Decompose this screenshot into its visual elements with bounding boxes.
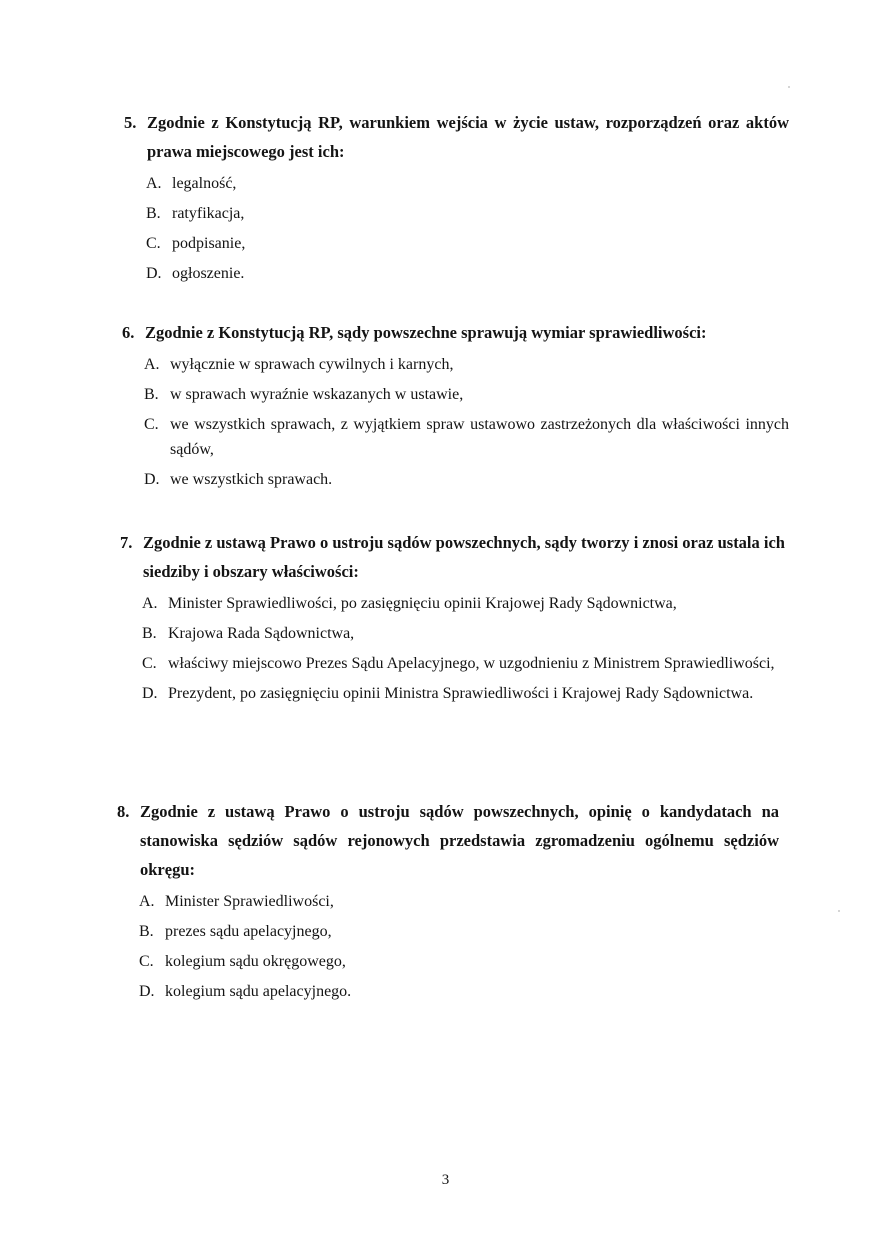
option-letter: A. <box>144 356 160 373</box>
option-letter: B. <box>139 923 154 940</box>
option-text: wyłącznie w sprawach cywilnych i karnych, <box>170 356 454 373</box>
question-text: Zgodnie z ustawą Prawo o ustroju sądów powszechnych, opinię o kandydatach na stanowiska sędziów sądów rejonowych przedstawia zgromadzeniu ogólnemu sędziów okręgu: <box>140 802 779 879</box>
answer-option <box>146 261 789 286</box>
question-number: 8. <box>117 802 130 821</box>
answer-option <box>139 919 779 944</box>
option-text: właściwy miejscowo Prezes Sądu Apelacyjnego, w uzgodnieniu z Ministrem Sprawiedliwości, <box>168 655 775 672</box>
scan-speck <box>788 86 790 88</box>
option-letter: A. <box>139 893 155 910</box>
answer-option <box>142 651 785 676</box>
answer-option <box>142 681 785 706</box>
option-letter: A. <box>146 175 162 192</box>
answer-option <box>139 979 779 1004</box>
answer-option <box>139 949 779 974</box>
option-text: kolegium sądu okręgowego, <box>165 953 346 970</box>
option-letter: C. <box>146 235 161 252</box>
option-letter: B. <box>144 386 159 403</box>
answer-option <box>139 889 779 914</box>
question-5 <box>124 108 789 291</box>
question-number: 6. <box>122 323 135 342</box>
option-text: kolegium sądu apelacyjnego. <box>165 983 352 1000</box>
option-text: Minister Sprawiedliwości, po zasięgnięciu opinii Krajowej Rady Sądownictwa, <box>168 595 677 612</box>
question-5-heading <box>124 108 789 166</box>
answer-option <box>144 467 789 492</box>
option-text: ogłoszenie. <box>172 265 245 282</box>
option-text: legalność, <box>172 175 237 192</box>
question-number: 7. <box>120 533 133 552</box>
answer-option <box>144 352 789 377</box>
answer-options <box>144 352 789 492</box>
scan-speck <box>838 910 840 912</box>
option-letter: C. <box>144 416 159 433</box>
option-letter: D. <box>144 471 160 488</box>
answer-option <box>146 201 789 226</box>
answer-option <box>144 382 789 407</box>
option-text: we wszystkich sprawach, z wyjątkiem spraw ustawowo zastrzeżonych dla właściwości innych sądów, <box>170 416 789 458</box>
question-text: Zgodnie z ustawą Prawo o ustroju sądów powszechnych, sądy tworzy i znosi oraz ustala ich siedziby i obszary właściwości: <box>143 533 785 581</box>
question-8-heading <box>117 797 779 884</box>
question-6 <box>122 318 789 497</box>
option-text: Minister Sprawiedliwości, <box>165 893 334 910</box>
option-text: ratyfikacja, <box>172 205 245 222</box>
option-letter: C. <box>142 655 157 672</box>
answer-option <box>144 412 789 462</box>
option-letter: D. <box>142 685 158 702</box>
option-letter: B. <box>142 625 157 642</box>
option-text: we wszystkich sprawach. <box>170 471 333 488</box>
question-7-heading <box>120 528 785 586</box>
option-letter: D. <box>139 983 155 1000</box>
question-number: 5. <box>124 113 137 132</box>
question-7 <box>120 528 785 711</box>
answer-options <box>142 591 785 706</box>
option-letter: D. <box>146 265 162 282</box>
question-text: Zgodnie z Konstytucją RP, sądy powszechne sprawują wymiar sprawiedliwości: <box>145 323 707 342</box>
answer-options <box>139 889 779 1004</box>
answer-options <box>146 171 789 286</box>
answer-option <box>146 171 789 196</box>
answer-option <box>142 621 785 646</box>
page-number: 3 <box>441 1172 450 1188</box>
option-text: podpisanie, <box>172 235 246 252</box>
question-6-heading <box>122 318 789 347</box>
option-letter: C. <box>139 953 154 970</box>
option-text: prezes sądu apelacyjnego, <box>165 923 332 940</box>
question-text: Zgodnie z Konstytucją RP, warunkiem wejścia w życie ustaw, rozporządzeń oraz aktów prawa miejscowego jest ich: <box>147 113 789 161</box>
option-text: Krajowa Rada Sądownictwa, <box>168 625 355 642</box>
option-text: w sprawach wyraźnie wskazanych w ustawie, <box>170 386 464 403</box>
option-letter: B. <box>146 205 161 222</box>
question-8 <box>117 797 779 1009</box>
answer-option <box>146 231 789 256</box>
answer-option <box>142 591 785 616</box>
option-letter: A. <box>142 595 158 612</box>
option-text: Prezydent, po zasięgnięciu opinii Ministra Sprawiedliwości i Krajowej Rady Sądownictwa. <box>168 685 754 702</box>
